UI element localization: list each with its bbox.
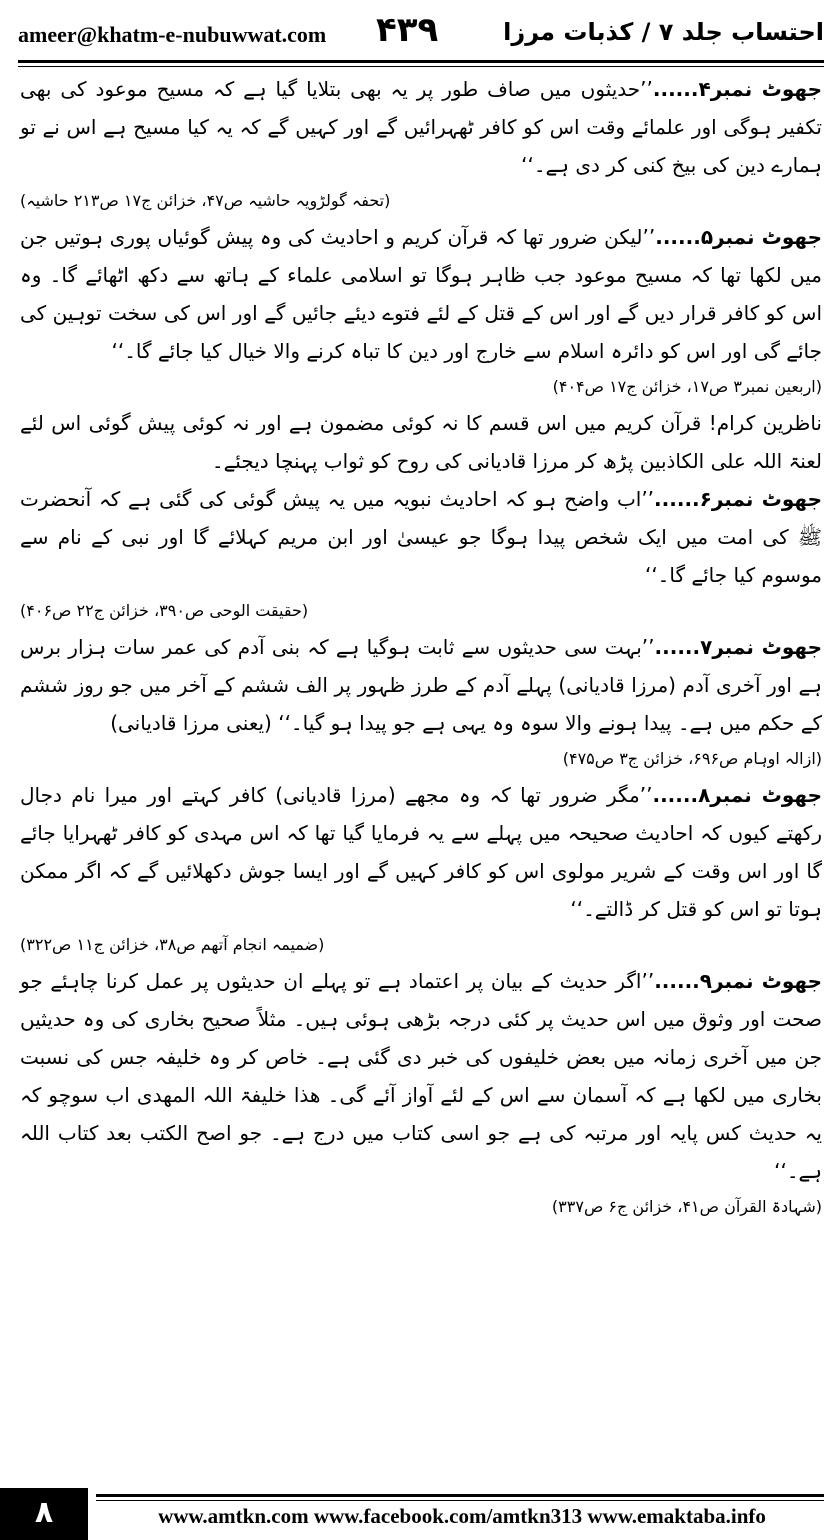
- section-paragraph: [20, 480, 822, 594]
- section-jhoot-8: [20, 776, 822, 962]
- footer-links: www.amtkn.com www.facebook.com/amtkn313 www.emaktaba.info: [158, 1504, 766, 1528]
- section-paragraph: [20, 628, 822, 742]
- page-number: ۴۳۹: [376, 10, 439, 50]
- section-text: ’’بہت سی حدیثوں سے ثابت ہوگیا ہے کہ بنی آدم کی عمر سات ہزار برس ہے اور آخری آدم (مرزا قادیانی) پہلے آدم کے طرز ظہور پر الف ششم کے آخر میں جو روز ششم کے حکم میں ہے۔ پیدا ہونے والا سوہ وہ یہی ہے جو پیدا ہو گیا۔‘‘ (یعنی مرزا قادیانی): [20, 635, 822, 735]
- section-paragraph: [20, 70, 822, 184]
- section-reference: (شہادۃ القرآن ص۴۱، خزائن ج۶ ص۳۳۷): [551, 1197, 822, 1216]
- footer-rule: [96, 1494, 824, 1497]
- section-text: ’’اگر حدیث کے بیان پر اعتماد ہے تو پہلے ان حدیثوں پر عمل کرنا چاہئے جو صحت اور وثوق میں اس حدیث پر کئی درجہ بڑھی ہوئی ہیں۔ مثلاً صحیح بخاری کی وہ حدیثیں جن میں آخری زمانہ میں بعض خلیفوں کی خبر دی گئی ہے۔ خاص کر وہ خلیفہ جس کی نسبت بخاری میں لکھا ہے کہ آسمان سے اس کے لئے آواز آئے گی۔ ھذا خلیفۃ اللہ المھدی اب سوچو کہ یہ حدیث کس پایہ اور مرتبہ کی ہے جو اسی کتاب میں درج ہے۔ جو اصح الکتب بعد کتاب اللہ ہے۔‘‘: [20, 969, 822, 1183]
- section-reference: (ازالہ اوہام ص۶۹۶، خزائن ج۳ ص۴۷۵): [562, 749, 822, 768]
- header-rule-thin: [18, 66, 824, 67]
- section-jhoot-5: [20, 218, 822, 404]
- section-text: ’’لیکن ضرور تھا کہ قرآن کریم و احادیث کی وہ پیش گوئیاں پوری ہوتیں جن میں لکھا تھا کہ مسیح موعود جب ظاہر ہوگا تو اسلامی علماء کے ہاتھ سے دکھ اٹھائے گا۔ وہ اس کو کافر قرار دیں گے اور اس کے قتل کے لئے فتوے دیئے جائیں گے اور اس کی سخت توہین کی جائے گی اور اس کو دائرہ اسلام سے خارج اور دین کا تباہ کرنے والا خیال کیا جائے گا۔‘‘: [20, 225, 822, 363]
- page-content: [20, 70, 822, 1224]
- section-paragraph: [20, 404, 822, 480]
- header-email: ameer@khatm-e-nubuwwat.com: [18, 22, 327, 47]
- section-jhoot-4: [20, 70, 822, 218]
- footer-rule-thin: [96, 1500, 824, 1501]
- section-label: جھوٹ نمبر۵......: [655, 225, 822, 249]
- section-text: ’’مگر ضرور تھا کہ وہ مجھے (مرزا قادیانی) کافر کہتے اور میرا نام دجال رکھتے کیوں کہ احادیث صحیحہ میں پہلے سے یہ فرمایا گیا تھا کہ اس مہدی کو کافر ٹھہرایا جائے گا اور اس وقت کے شریر مولوی اس کو کافر کہیں گے اور ایسا جوش دکھلائیں گے کہ اگر ممکن ہوتا تو اس کو قتل کر ڈالتے۔‘‘: [20, 783, 822, 921]
- section-reference: (ضمیمہ انجام آتھم ص۳۸، خزائن ج۱۱ ص۳۲۲): [20, 935, 325, 954]
- section-label: جھوٹ نمبر۸......: [652, 783, 822, 807]
- book-title: احتساب جلد ۷ / کذبات مرزا: [503, 18, 824, 46]
- section-text: ’’اب واضح ہو کہ احادیث نبویہ میں یہ پیش گوئی کی گئی ہے کہ آنحضرت ﷺ کی امت میں ایک شخص پیدا ہوگا جو عیسیٰ اور ابن مریم کہلائے گا اور نبی کے نام سے موسوم کیا جائے گا۔‘‘: [20, 487, 822, 587]
- page-header: [0, 0, 840, 60]
- section-label: جھوٹ نمبر۹......: [654, 969, 822, 993]
- section-label: جھوٹ نمبر۶......: [654, 487, 822, 511]
- section-text: ’’حدیثوں میں صاف طور پر یہ بھی بتلایا گیا ہے کہ مسیح موعود کی بھی تکفیر ہوگی اور علمائے وقت اس کو کافر ٹھہرائیں گے اور کہیں گے کہ یہ کیا مسیح ہے اس نے تو ہمارے دین کی بیخ کنی کر دی ہے۔‘‘: [20, 77, 822, 177]
- section-jhoot-6: [20, 480, 822, 628]
- section-jhoot-9: [20, 962, 822, 1224]
- section-label: جھوٹ نمبر۴......: [652, 77, 822, 101]
- header-rule: [18, 60, 824, 63]
- section-reference: (اربعین نمبر۳ ص۱۷، خزائن ج۱۷ ص۴۰۴): [552, 377, 822, 396]
- section-jhoot-7: [20, 628, 822, 776]
- section-label: جھوٹ نمبر۷......: [654, 635, 822, 659]
- section-text: ناظرین کرام! قرآن کریم میں اس قسم کا نہ کوئی مضمون ہے اور نہ کوئی پیش گوئی اس لئے لعنۃ اللہ علی الکاذبین پڑھ کر مرزا قادیانی کی روح کو ثواب پہنچا دیجئے۔: [20, 411, 822, 473]
- section-reference: (حقیقت الوحی ص۳۹۰، خزائن ج۲۲ ص۴۰۶): [20, 601, 309, 620]
- page-footer: [0, 1486, 840, 1540]
- section-paragraph: [20, 962, 822, 1190]
- section-paragraph: [20, 218, 822, 370]
- section-commentary: [20, 404, 822, 480]
- footer-section-number: ۸: [0, 1488, 88, 1540]
- section-reference: (تحفہ گولڑویہ حاشیہ ص۴۷، خزائن ج۱۷ ص۲۱۳ حاشیہ): [20, 191, 391, 210]
- section-paragraph: [20, 776, 822, 928]
